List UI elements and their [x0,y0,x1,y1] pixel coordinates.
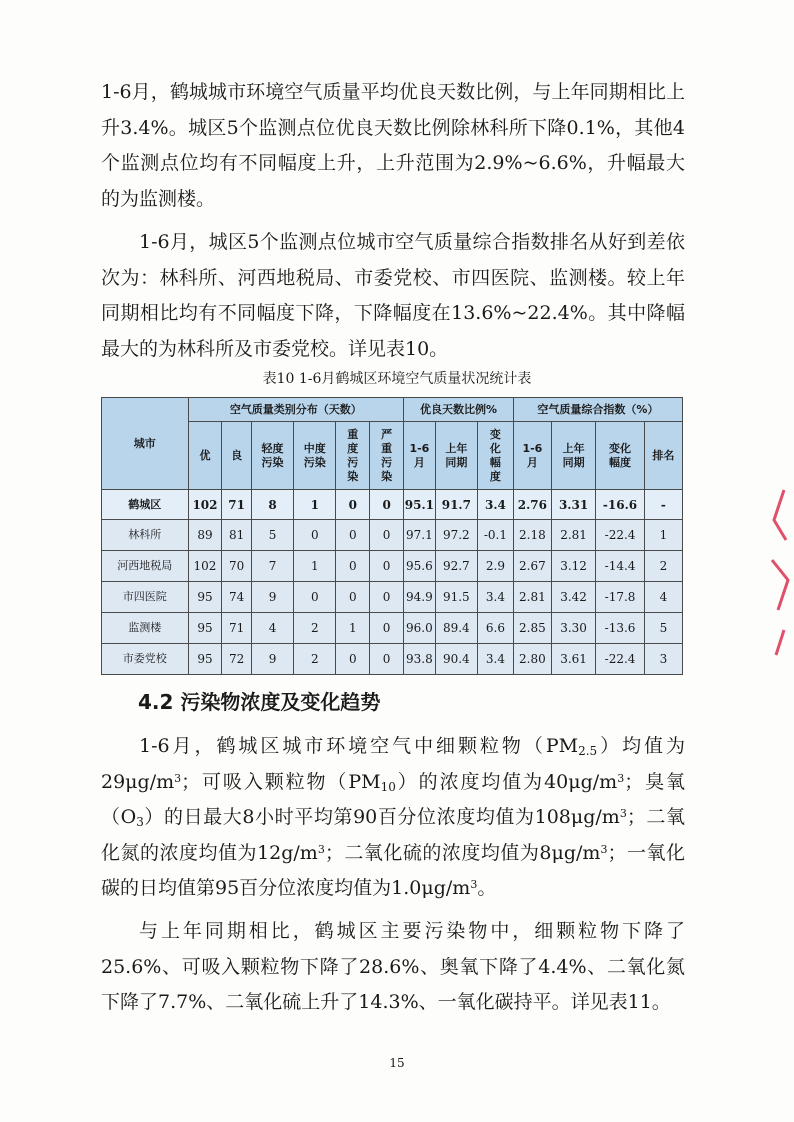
table-cell: 6.6 [477,613,513,644]
table-cell: 91.7 [435,490,477,520]
table-cell: 90.4 [435,644,477,675]
table-cell: 2.81 [551,520,595,551]
header-col: 1-6 月 [404,422,436,490]
table-cell: 2.80 [513,644,551,675]
table-cell: 0 [294,582,336,613]
table-cell: 4 [251,613,293,644]
table-cell: 2.81 [513,582,551,613]
header-index-group: 空气质量综合指数（%） [513,398,682,422]
paragraph-index-ranking: 1-6月，城区5个监测点位城市空气质量综合指数排名从好到差依次为：林科所、河西地税局、市委党校、市四医院、监测楼。较上年同期相比均有不同幅度下降，下降幅度在13.6%~22.4%。其中降幅最大的为林科所及市委党校。详见表10。 [101,231,685,360]
table-cell: 0 [336,551,370,582]
table-cell: -22.4 [596,520,645,551]
header-col: 中度 污染 [294,422,336,490]
table-cell: 3 [644,644,682,675]
table-cell: 2.85 [513,613,551,644]
table-cell: 71 [222,490,252,520]
header-col: 轻度 污染 [251,422,293,490]
table-row [102,644,683,675]
row-city-cell: 监测楼 [102,613,189,644]
row-city-cell: 市委党校 [102,644,189,675]
header-col: 重 度 污 染 [336,422,370,490]
table-cell: 5 [251,520,293,551]
header-col: 良 [222,422,252,490]
table-cell: 0 [370,613,404,644]
table-row [102,551,683,582]
table-cell: 3.42 [551,582,595,613]
table-cell: 0 [336,520,370,551]
paragraph-good-days: 1-6月，鹤城城市环境空气质量平均优良天数比例，与上年同期相比上升3.4%。城区5个监测点位优良天数比例除林科所下降0.1%，其他4个监测点位均有不同幅度上升，上升范围为2.9%~6.6%，升幅最大的为监测楼。 [101,81,685,210]
table-cell: 0 [370,520,404,551]
table-cell: 94.9 [404,582,436,613]
page-number: 15 [389,1056,405,1070]
table-cell: 102 [188,551,222,582]
table-cell: 0 [294,520,336,551]
red-stamp-edge [754,480,794,660]
table-cell: 95 [188,613,222,644]
header-col: 严 重 污 染 [370,422,404,490]
header-col: 上年 同期 [435,422,477,490]
table-cell: 0 [370,582,404,613]
table-cell: 0 [336,644,370,675]
header-col: 排名 [644,422,682,490]
table-cell: 9 [251,644,293,675]
table-cell: 72 [222,644,252,675]
table-cell: 1 [644,520,682,551]
header-col: 变化 幅度 [596,422,645,490]
table-cell: 92.7 [435,551,477,582]
header-col: 上年 同期 [551,422,595,490]
table-cell: 1 [294,490,336,520]
table-cell: 2.67 [513,551,551,582]
table-cell: -0.1 [477,520,513,551]
table-cell: 96.0 [404,613,436,644]
table-cell: 3.61 [551,644,595,675]
table-cell: 0 [370,644,404,675]
table-cell: 93.8 [404,644,436,675]
table-cell: 0 [370,551,404,582]
table-cell: -14.4 [596,551,645,582]
table-cell: 4 [644,582,682,613]
table-row [102,582,683,613]
table-cell: 1 [336,613,370,644]
table-row [102,613,683,644]
row-city-cell: 市四医院 [102,582,189,613]
table-cell: 3.4 [477,644,513,675]
table-row [102,520,683,551]
table-cell: 91.5 [435,582,477,613]
table-cell: 8 [251,490,293,520]
header-category-group: 空气质量类别分布（天数） [188,398,403,422]
table-cell: 2.9 [477,551,513,582]
table-cell: -17.8 [596,582,645,613]
paragraph-yoy-comparison: 与上年同期相比，鹤城区主要污染物中，细颗粒物下降了25.6%、可吸入颗粒物下降了28.6%、奥氧下降了4.4%、二氧化氮下降了7.7%、二氧化硫上升了14.3%、一氧化碳持平。详见表11。 [101,920,685,1013]
paragraph-pollutant-concentration: 1-6月，鹤城区城市环境空气中细颗粒物$(PM_{2.5})$均值为$29\mu g/m^3$；可吸入颗粒物$(PM_{10})$的浓度均值为$40\mu g/m^3$；臭氧$(O_3)$的日最大8小时平均第90百分位浓度均值为$108\mu g/m^3$；二氧化氮的浓度均值为$12g/m^3$；二氧化硫的浓度均值为$8\mu g/m^3$；一氧化碳的日均值第95百分位浓度均值为$1.0\mu g/m^3$。 [101,735,686,899]
table-cell: 0 [336,490,370,520]
table-cell: 102 [188,490,222,520]
table-cell: 2 [294,644,336,675]
table-cell: 9 [251,582,293,613]
table-cell: 95.1 [404,490,436,520]
table-cell: 7 [251,551,293,582]
table-cell: 0 [370,490,404,520]
table-cell: 2.76 [513,490,551,520]
table-cell: 3.31 [551,490,595,520]
table-cell: 3.4 [477,490,513,520]
table-cell: - [644,490,682,520]
table-cell: 89.4 [435,613,477,644]
section-heading: 4.2 污染物浓度及变化趋势 [138,690,381,714]
table-cell: 97.1 [404,520,436,551]
header-col: 1-6 月 [513,422,551,490]
table-cell: 70 [222,551,252,582]
header-good-ratio-group: 优良天数比例% [404,398,514,422]
table-cell: -16.6 [596,490,645,520]
row-city-cell: 鹤城区 [102,490,189,520]
table-cell: 81 [222,520,252,551]
header-col: 优 [188,422,222,490]
table-cell: 1 [294,551,336,582]
air-quality-table [101,397,683,675]
table-cell: 74 [222,582,252,613]
table-cell: 2 [294,613,336,644]
table-cell: 3.30 [551,613,595,644]
table-cell: 3.4 [477,582,513,613]
table-cell: 95.6 [404,551,436,582]
table-cell: 2.18 [513,520,551,551]
table-caption: 表10 1-6月鹤城区环境空气质量状况统计表 [262,371,532,387]
table-cell: 97.2 [435,520,477,551]
header-col: 变 化 幅 度 [477,422,513,490]
table-cell: 3.12 [551,551,595,582]
table-cell: -22.4 [596,644,645,675]
table-cell: 2 [644,551,682,582]
table-cell: 89 [188,520,222,551]
row-city-cell: 林科所 [102,520,189,551]
row-city-cell: 河西地税局 [102,551,189,582]
table-cell: 95 [188,644,222,675]
table-cell: 95 [188,582,222,613]
header-city: 城市 [102,398,189,490]
table-cell: 71 [222,613,252,644]
table-cell: -13.6 [596,613,645,644]
table-cell: 0 [336,582,370,613]
table-row [102,490,683,520]
table-cell: 5 [644,613,682,644]
